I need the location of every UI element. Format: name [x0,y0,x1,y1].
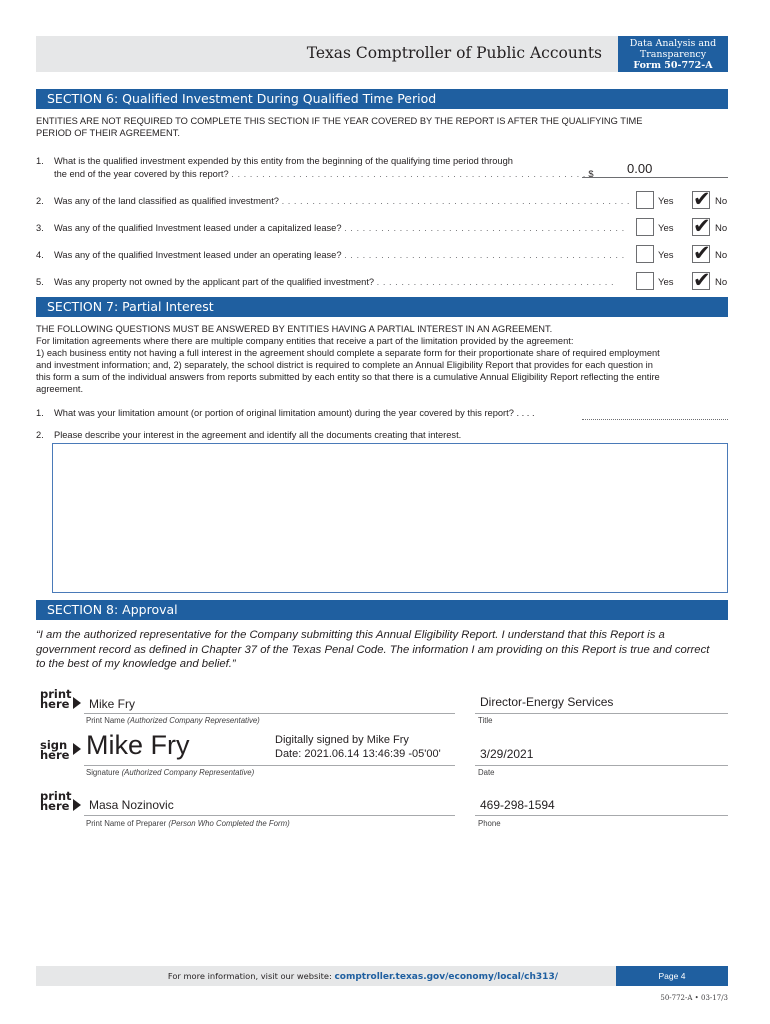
yes-label: Yes [658,196,674,207]
yes-label: Yes [658,223,674,234]
question-1-line2 [54,169,594,179]
title-caption: Title [478,716,493,725]
check-mark-icon: ✔ [693,268,711,292]
section6-header: SECTION 6: Qualified Investment During Qualified Time Period [36,89,728,109]
phone-value: 469-298-1594 [480,798,555,812]
title-value: Director-Energy Services [480,695,614,709]
question-1 [36,156,513,166]
section7-line6: agreement. [36,384,84,394]
question-4 [36,250,625,260]
footer-info-text: For more information, visit our website: [167,971,332,981]
preparer-caption [86,819,290,828]
section7-line3: 1) each business entity not having a full interest in the agreement should complete a separate form for their proportionate share of required employment [36,348,660,358]
digital-signature-line1: Digitally signed by Mike Fry [275,734,409,746]
yes-checkbox[interactable] [636,245,654,263]
print-name-caption [86,716,260,725]
check-mark-icon: ✔ [693,187,711,211]
question-number: 5. [36,277,44,287]
sign-here-bottom: here [40,748,70,762]
date-value: 3/29/2021 [480,747,534,761]
caption-text: Print Name [86,716,125,725]
footer-bar [36,966,616,986]
print-here-icon [40,791,72,811]
signature-field[interactable] [84,765,455,766]
interest-description-textarea[interactable] [52,443,728,593]
header-badge [618,36,728,72]
header-bar [36,36,618,72]
leader-dots: . . . . . . . . . . . . . . . . . . . . . . . . . . . . . . . . . . . . . . . [376,277,615,287]
page-number: Page 4 [616,966,728,986]
partial-question-1 [36,408,535,418]
badge-line2: Transparency [639,49,707,60]
question-text: Was any property not owned by the applicant part of the qualified investment? [54,277,375,287]
agency-title: Texas Comptroller of Public Accounts [306,44,602,62]
currency-symbol: $ [588,169,594,179]
limitation-amount-field[interactable] [582,419,728,420]
arrow-right-icon [73,743,81,755]
investment-amount-value: 0.00 [627,161,653,176]
date-caption: Date [478,768,495,777]
print-here-bottom: here [40,799,70,813]
question-text: Was any of the qualified Investment leased under a capitalized lease? [54,223,342,233]
question-3 [36,223,625,233]
section6-intro-line2: PERIOD OF THEIR AGREEMENT. [36,128,180,138]
arrow-right-icon [73,697,81,709]
question-number: 2. [36,430,44,440]
question-2 [36,196,630,206]
yes-label: Yes [658,277,674,288]
no-checkbox[interactable] [692,214,711,238]
certification-statement [36,628,728,672]
check-mark-icon: ✔ [693,214,711,238]
no-checkbox[interactable] [692,187,711,211]
print-here-icon [40,689,72,709]
caption-italic: (Authorized Company Representative) [127,716,260,725]
print-here-bottom: here [40,697,70,711]
question-text-line2: the end of the year covered by this report? [54,169,229,179]
question-text: Was any of the qualified Investment leased under an operating lease? [54,250,342,260]
badge-form: Form 50-772-A [633,60,713,71]
digital-signature-info [275,733,441,761]
no-label: No [715,277,728,288]
print-here-top: print [40,687,72,701]
no-checkbox[interactable] [692,268,711,292]
caption-italic: (Authorized Company Representative) [121,768,255,777]
section7-header: SECTION 7: Partial Interest [36,297,728,317]
caption-text: Signature [86,768,120,777]
print-name-field[interactable] [84,713,455,714]
no-label: No [715,196,728,207]
no-checkbox[interactable] [692,241,711,265]
caption-italic: (Person Who Completed the Form) [168,819,290,828]
question-text: Was any of the land classified as qualified investment? [54,196,279,206]
arrow-right-icon [73,799,81,811]
no-label: No [715,223,728,234]
caption-text: Print Name of Preparer [86,819,167,828]
question-text: What is the qualified investment expended by this entity from the beginning of the qualifying time period through [54,156,513,166]
section7-line4: and investment information; and, 2) separately, the school district is required to complete an Annual Eligibility Report that provides for each question in [36,360,653,370]
yes-checkbox[interactable] [636,218,654,236]
question-number: 3. [36,223,44,233]
section7-line1: THE FOLLOWING QUESTIONS MUST BE ANSWERED BY ENTITIES HAVING A PARTIAL INTEREST IN AN AGREEMENT. [36,324,553,334]
investment-amount-field[interactable] [582,177,728,178]
certification-line2: government record as defined in Chapter 37 of the Texas Penal Code. The information I am providing on this Report is true and correct [36,643,710,656]
certification-line3: to the best of my knowledge and belief.” [36,658,236,670]
section7-line2: For limitation agreements where there are multiple company entities that receive a part of the limitation provided by the agreement: [36,336,574,346]
yes-label: Yes [658,250,674,261]
sign-here-icon [40,740,69,760]
signature-value: Mike Fry [86,730,190,760]
website-link[interactable]: comptroller.texas.gov/economy/local/ch313/ [334,972,558,982]
preparer-name-value: Masa Nozinovic [89,798,174,812]
digital-signature-line2: Date: 2021.06.14 13:46:39 -05'00' [275,748,441,760]
leader-dots: . . . . . . . . . . . . . . . . . . . . . . . . . . . . . . . . . . . . . . . . . . . . . . . . . . . . . . . . . . [231,169,586,179]
print-name-value: Mike Fry [89,697,135,711]
question-number: 1. [36,408,44,418]
leader-dots: . . . . . . . . . . . . . . . . . . . . . . . . . . . . . . . . . . . . . . . . . . . . . . [344,250,625,260]
question-5 [36,277,614,287]
partial-question-2 [36,430,461,440]
preparer-name-field[interactable] [84,815,455,816]
section8-header: SECTION 8: Approval [36,600,728,620]
certification-line1: “I am the authorized representative for the Company submitting this Annual Eligibility Report. I understand that this Report is a [36,629,665,641]
question-number: 1. [36,156,44,166]
form-number: 50-772-A • 03-17/3 [660,994,728,1002]
sign-here-top: sign [40,738,68,752]
question-text: What was your limitation amount (or portion of original limitation amount) during the year covered by this report? . . . . [54,408,535,418]
badge-line1: Data Analysis and [629,38,717,49]
section6-intro-line1: ENTITIES ARE NOT REQUIRED TO COMPLETE THIS SECTION IF THE YEAR COVERED BY THE REPORT IS AFTER THE QUALIFYING TIME [36,116,643,126]
phone-field[interactable] [475,815,728,816]
yes-checkbox[interactable] [636,191,654,209]
check-mark-icon: ✔ [693,241,711,265]
question-text: Please describe your interest in the agreement and identify all the documents creating that interest. [54,430,462,440]
date-field[interactable] [475,765,728,766]
question-number: 4. [36,250,44,260]
yes-checkbox[interactable] [636,272,654,290]
leader-dots: . . . . . . . . . . . . . . . . . . . . . . . . . . . . . . . . . . . . . . . . . . . . . . [344,223,625,233]
signature-caption [86,768,254,777]
section7-line5: this form a sum of the individual answers from reports submitted by each entity so that there is a cumulative Annual Eligibility Report reflecting the entire [36,372,660,382]
no-label: No [715,250,728,261]
print-here-top: print [40,789,72,803]
title-field[interactable] [475,713,728,714]
leader-dots: . . . . . . . . . . . . . . . . . . . . . . . . . . . . . . . . . . . . . . . . . . . . . . . . . . . . . . . . . [281,196,630,206]
question-number: 2. [36,196,44,206]
phone-caption: Phone [478,819,501,828]
